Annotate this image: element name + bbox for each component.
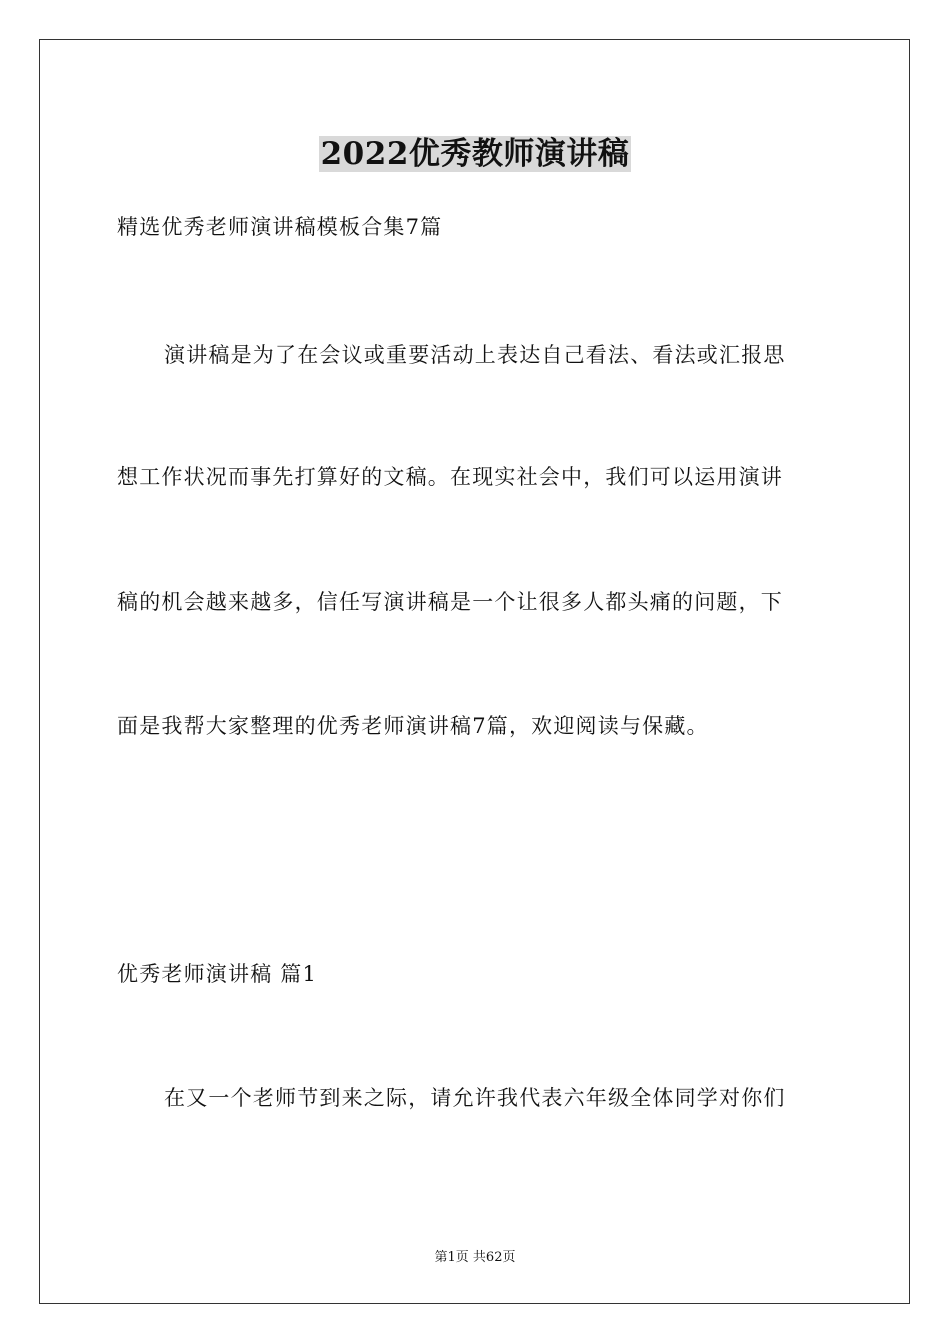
- section-heading: 优秀老师演讲稿 篇1: [117, 962, 318, 986]
- document-title-text: 2022优秀教师演讲稿: [320, 136, 630, 172]
- paragraph-line: 在又一个老师节到来之际，请允许我代表六年级全体同学对你们: [164, 1086, 786, 1110]
- page-footer: 第1页 共62页: [434, 1250, 516, 1265]
- document-title: [0, 128, 950, 173]
- paragraph-line: 稿的机会越来越多，信任写演讲稿是一个让很多人都头痛的问题，下: [117, 590, 783, 614]
- subtitle-line: 精选优秀老师演讲稿模板合集7篇: [117, 215, 443, 239]
- paragraph-line: 面是我帮大家整理的优秀老师演讲稿7篇，欢迎阅读与保藏。: [117, 714, 709, 738]
- paragraph-line: 想工作状况而事先打算好的文稿。在现实社会中，我们可以运用演讲: [117, 465, 783, 489]
- paragraph-line: 演讲稿是为了在会议或重要活动上表达自己看法、看法或汇报思: [164, 343, 786, 367]
